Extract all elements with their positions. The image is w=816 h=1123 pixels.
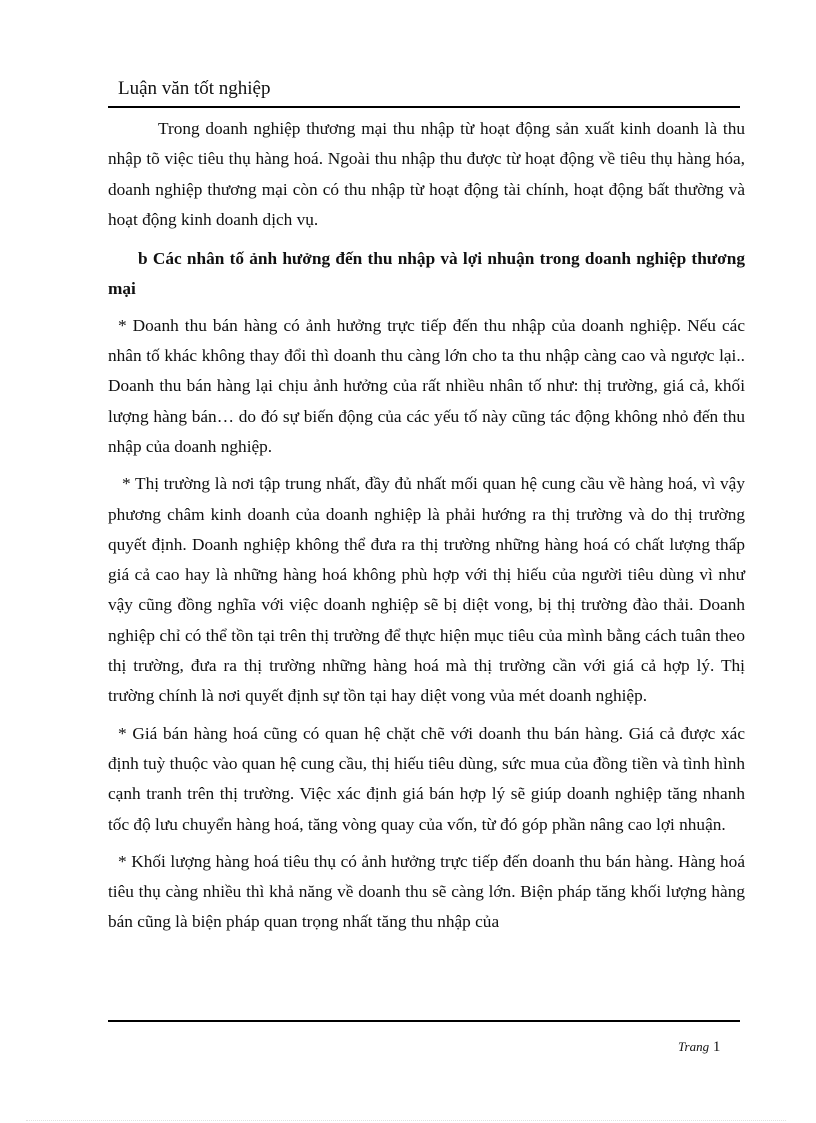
paragraph-sales-revenue: * Doanh thu bán hàng có ảnh hưởng trực tiếp đến thu nhập của doanh nghiệp. Nếu các nhân tố khác không thay đổi thì doanh thu càng lớn cho ta thu nhập càng cao và ngược lại.. Doanh thu bán hàng lại chịu ảnh hưởng của rất nhiều nhân tố như: thị trường, giá cả, khối lượng hàng bán… do đó sự biến động của các yếu tố này cũng tác động không nhỏ đến thu nhập của doanh nghiệp. (108, 315, 745, 456)
footer-rule (108, 1020, 740, 1022)
page-body (108, 114, 745, 945)
paragraph-sales-volume: * Khối lượng hàng hoá tiêu thụ có ảnh hưởng trực tiếp đến doanh thu bán hàng. Hàng hoá tiêu thụ càng nhiều thì khả năng về doanh thu sẽ càng lớn. Biện pháp tăng khối lượng hàng bán cũng là biện pháp quan trọng nhất tăng thu nhập của (108, 851, 745, 932)
running-header-title: Luận văn tốt nghiệp (118, 78, 271, 99)
paragraph-selling-price: * Giá bán hàng hoá cũng có quan hệ chặt chẽ với doanh thu bán hàng. Giá cả được xác định tuỳ thuộc vào quan hệ cung cầu, thị hiếu tiêu dùng, sức mua của đồng tiền và tình hình cạnh tranh trên thị trường. Việc xác định giá bán hợp lý sẽ giúp doanh nghiệp tăng nhanh tốc độ lưu chuyển hàng hoá, tăng vòng quay của vốn, từ đó góp phần nâng cao lợi nhuận. (108, 723, 745, 834)
header-rule (108, 106, 740, 108)
intro-paragraph: Trong doanh nghiệp thương mại thu nhập từ hoạt động sản xuất kinh doanh là thu nhập tõ việc tiêu thụ hàng hoá. Ngoài thu nhập thu được từ hoạt động về tiêu thụ hàng hóa, doanh nghiệp thương mại còn có thu nhập từ hoạt động tài chính, hoạt động bất thường và hoạt động kinh doanh dịch vụ. (108, 119, 745, 229)
paragraph-market: * Thị trường là nơi tập trung nhất, đầy đủ nhất mối quan hệ cung cầu về hàng hoá, vì vậy phương châm kinh doanh của doanh nghiệp là phải hướng ra thị trường và do thị trường quyết định. Doanh nghiệp không thể đưa ra thị trường những hàng hoá có chất lượng thấp giá cả cao hay là những hàng hoá không phù hợp với thị hiếu của người tiêu dùng vì như vậy cũng đồng nghĩa với việc doanh nghiệp sẽ bị diệt vong, bị thị trường đào thải. Doanh nghiệp chỉ có thể tồn tại trên thị trường để thực hiện mục tiêu của mình bằng cách tuân theo thị trường, đưa ra thị trường những hàng hoá mà thị trường cần với giá cả hợp lý. Thị trường chính là nơi quyết định sự tồn tại hay diệt vong vủa mét doanh nghiệp. (108, 474, 745, 706)
page-label: Trang (678, 1039, 710, 1054)
section-heading: b Các nhân tố ảnh hưởng đến thu nhập và lợi nhuận trong doanh nghiệp thương mại (108, 249, 745, 299)
page-number: 1 (712, 1039, 721, 1055)
page-number-footer (678, 1037, 720, 1057)
page-edge-divider (26, 1120, 786, 1121)
